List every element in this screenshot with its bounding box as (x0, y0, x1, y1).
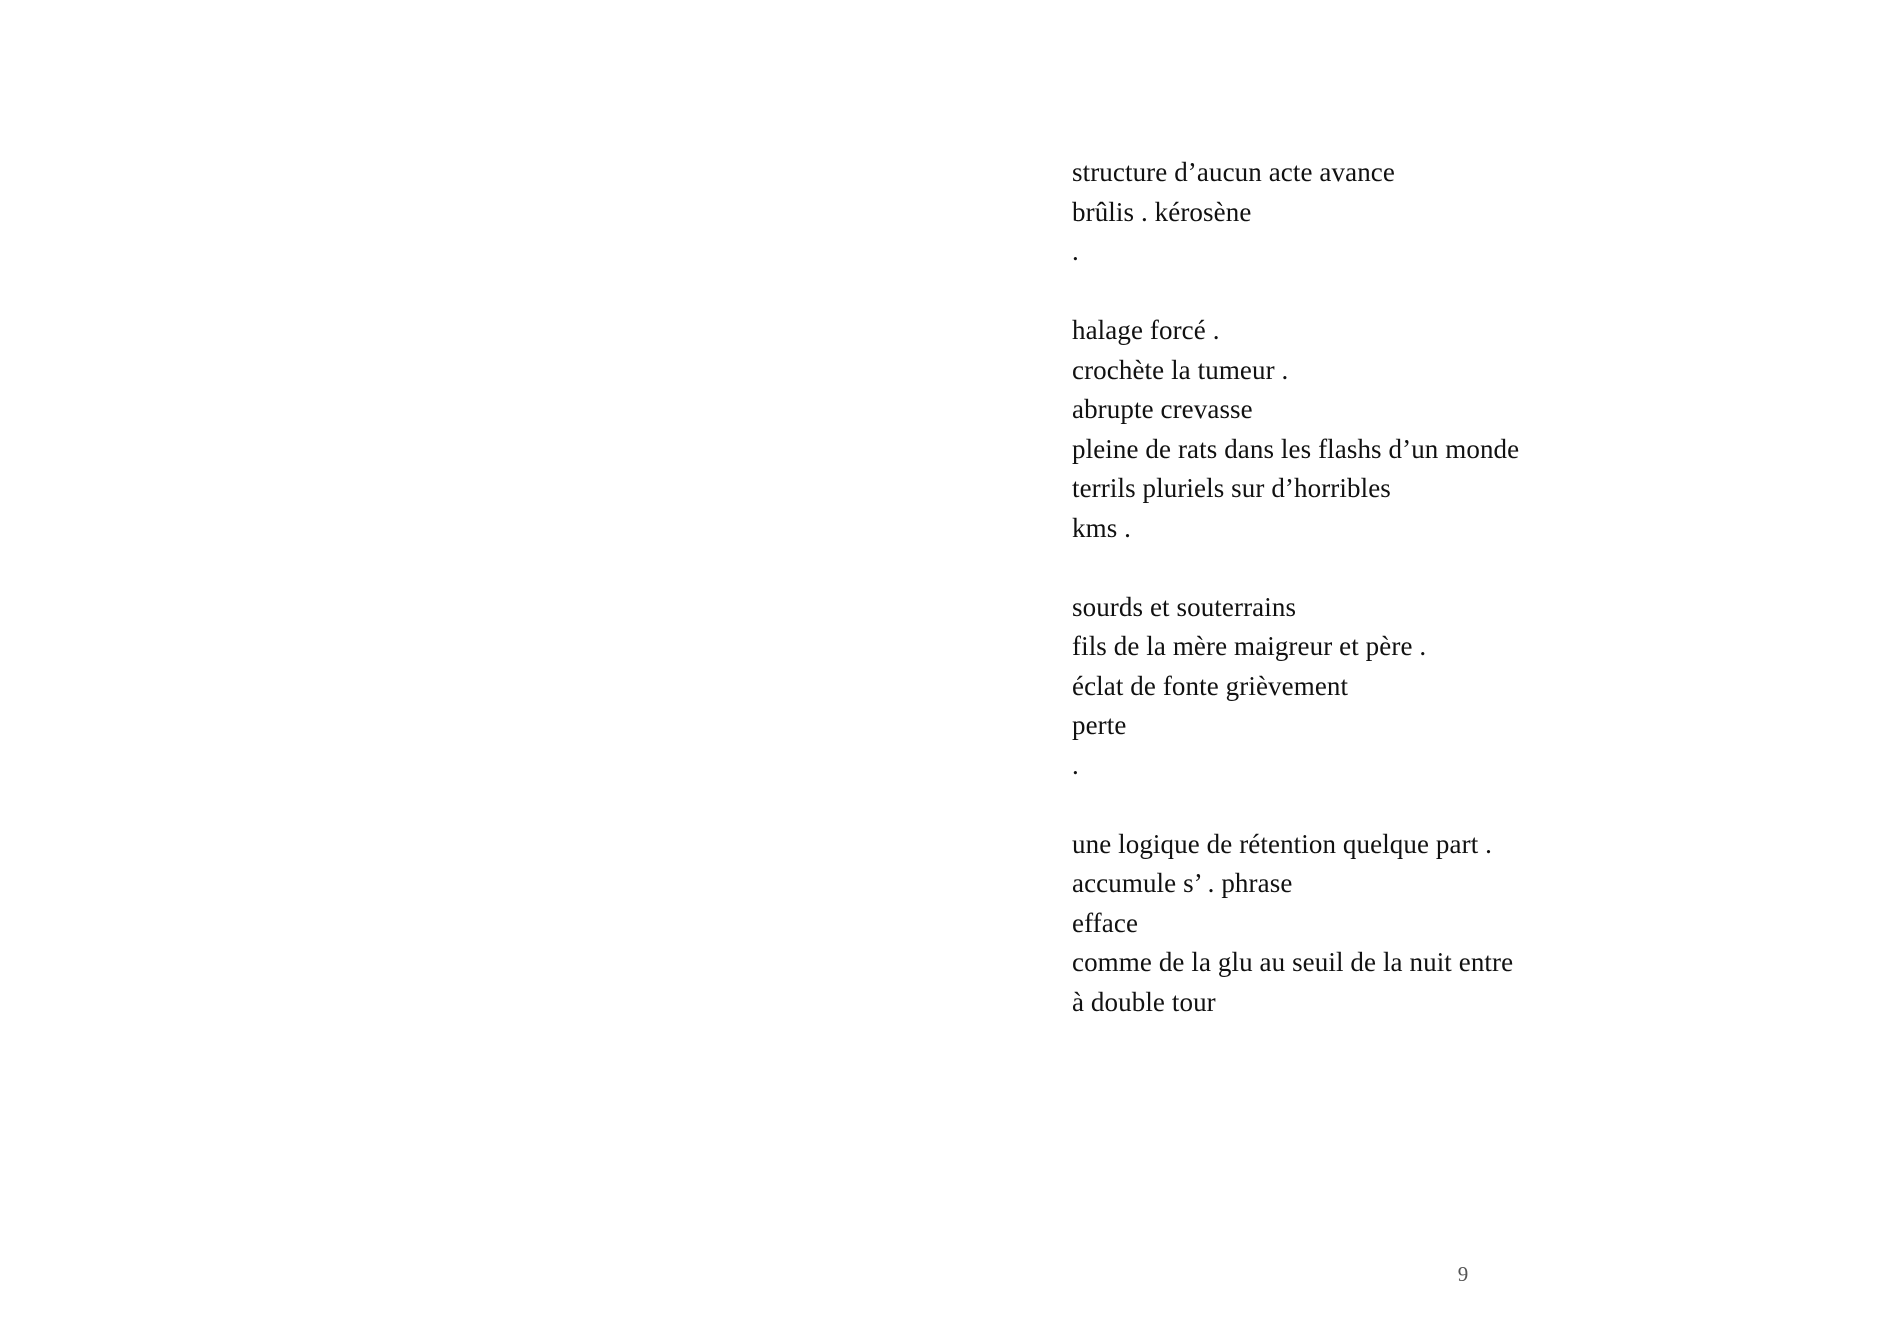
stanza-4 (1072, 825, 1772, 1023)
poem-line: à double tour (1072, 986, 1216, 1017)
poem-line: perte (1072, 710, 1127, 740)
stanza-gap (1072, 548, 1772, 588)
poem-line: efface (1072, 907, 1139, 938)
poem-line: brûlis . kérosène (1072, 196, 1252, 227)
poem-line: fils de la mère maigreur et père . (1072, 631, 1427, 661)
poem-line: terrils pluriels sur d’horribles (1072, 473, 1391, 503)
poem-line: structure d’aucun acte avance (1072, 157, 1395, 187)
poem-line: sourds et souterrains (1072, 591, 1297, 622)
stanza-2 (1072, 311, 1772, 548)
right-page (945, 0, 1890, 1339)
poem-line: halage forcé . (1072, 315, 1220, 345)
poem-line: accumule s’ . phrase (1072, 868, 1293, 898)
poem-line: comme de la glu au seuil de la nuit entre (1072, 947, 1514, 977)
stanza-gap (1072, 785, 1772, 825)
stanza-3 (1072, 588, 1772, 786)
poem-line: . (1072, 749, 1079, 780)
poem-line: abrupte crevasse (1072, 394, 1253, 424)
poem-text (1072, 153, 1772, 1022)
poem-line: éclat de fonte grièvement (1072, 670, 1349, 701)
poem-line: . (1072, 236, 1079, 266)
poem-line: crochète la tumeur . (1072, 354, 1289, 385)
stanza-gap (1072, 272, 1772, 312)
page-number: 9 (1457, 1262, 1469, 1286)
poem-line: une logique de rétention quelque part . (1072, 828, 1493, 859)
poem-line: pleine de rats dans les flashs d’un monde (1072, 433, 1520, 464)
poem-line: kms . (1072, 512, 1132, 543)
stanza-1 (1072, 153, 1772, 272)
